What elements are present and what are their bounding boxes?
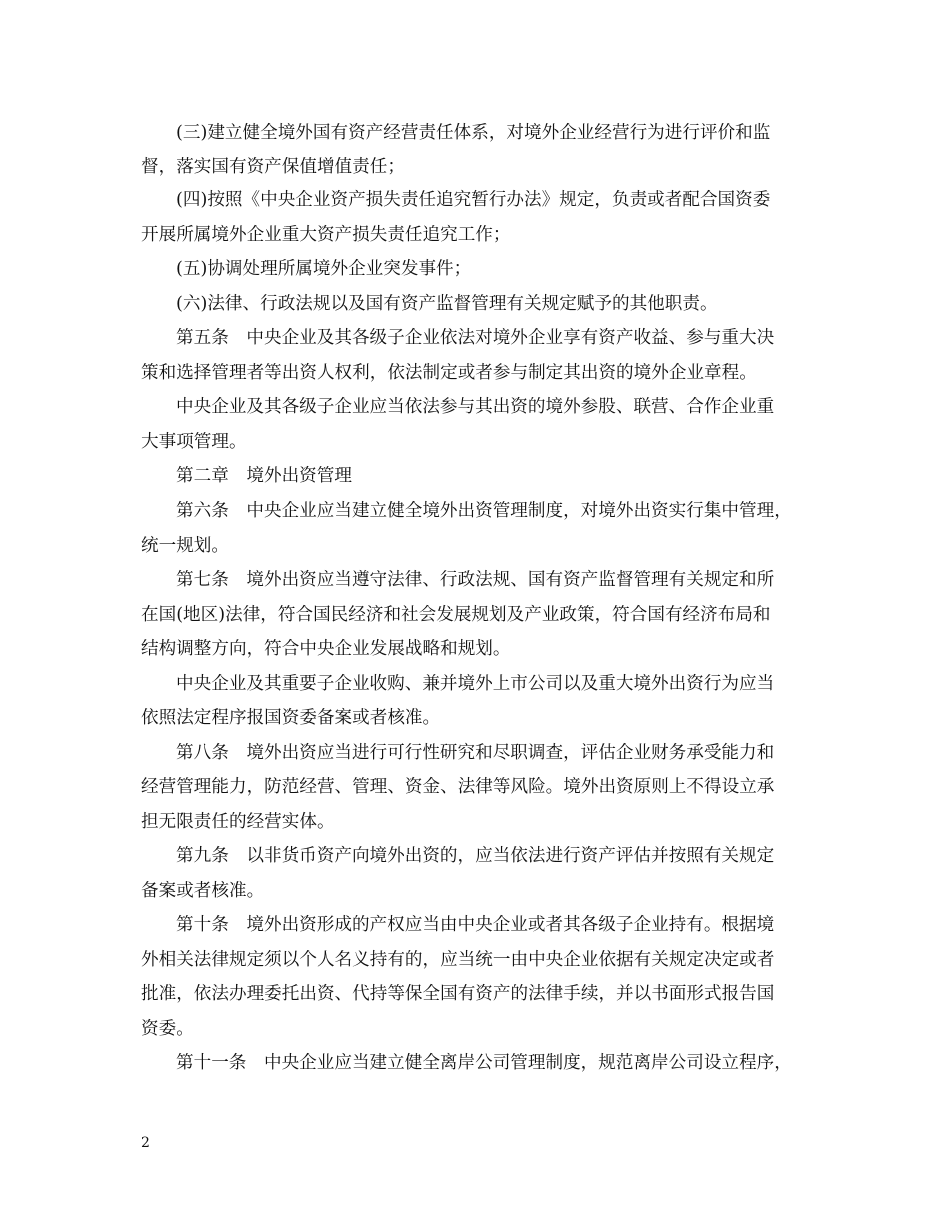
text-line: 开展所属境外企业重大资产损失责任追究工作；	[141, 225, 511, 245]
page-number: 2	[141, 1135, 150, 1151]
text-line: 第五条 中央企业及其各级子企业依法对境外企业享有资产收益、参与重大决	[176, 328, 775, 348]
text-line: 第六条 中央企业应当建立健全境外出资管理制度，对境外出资实行集中管理，	[176, 501, 792, 521]
text-line: 中央企业及其重要子企业收购、兼并境外上市公司以及重大境外出资行为应当	[176, 674, 775, 694]
text-line: 大事项管理。	[141, 432, 247, 452]
text-line: 批准，依法办理委托出资、代持等保全国有资产的法律手续，并以书面形式报告国	[141, 984, 775, 1004]
text-line: (五)协调处理所属境外企业突发事件；	[176, 259, 472, 279]
text-line: 资委。	[141, 1019, 194, 1039]
text-line: 外相关法律规定须以个人名义持有的，应当统一由中央企业依据有关规定决定或者	[141, 950, 775, 970]
text-line: 中央企业及其各级子企业应当依法参与其出资的境外参股、联营、合作企业重	[176, 397, 775, 417]
text-line: 依照法定程序报国资委备案或者核准。	[141, 708, 441, 728]
text-line: 经营管理能力，防范经营、管理、资金、法律等风险。境外出资原则上不得设立承	[141, 777, 775, 797]
text-line: 策和选择管理者等出资人权利，依法制定或者参与制定其出资的境外企业章程。	[141, 363, 757, 383]
text-line: 担无限责任的经营实体。	[141, 812, 335, 832]
text-line: 督，落实国有资产保值增值责任；	[141, 157, 405, 177]
text-line: 结构调整方向，符合中央企业发展战略和规划。	[141, 639, 511, 659]
text-line: 在国(地区)法律，符合国民经济和社会发展规划及产业政策，符合国有经济布局和	[141, 605, 771, 625]
text-line: 第七条 境外出资应当遵守法律、行政法规、国有资产监督管理有关规定和所	[176, 570, 775, 590]
text-line: 统一规划。	[141, 536, 229, 556]
text-line: 第十一条 中央企业应当建立健全离岸公司管理制度，规范离岸公司设立程序，	[176, 1053, 792, 1073]
chapter-heading: 第二章 境外出资管理	[176, 466, 352, 486]
text-line: 第八条 境外出资应当进行可行性研究和尽职调查，评估企业财务承受能力和	[176, 743, 775, 763]
text-line: (三)建立健全境外国有资产经营责任体系，对境外企业经营行为进行评价和监	[176, 123, 771, 143]
text-line: (六)法律、行政法规以及国有资产监督管理有关规定赋予的其他职责。	[176, 294, 718, 314]
text-line: 备案或者核准。	[141, 881, 265, 901]
text-line: (四)按照《中央企业资产损失责任追究暂行办法》规定，负责或者配合国资委	[176, 190, 771, 210]
text-line: 第九条 以非货币资产向境外出资的，应当依法进行资产评估并按照有关规定	[176, 846, 775, 866]
text-line: 第十条 境外出资形成的产权应当由中央企业或者其各级子企业持有。根据境	[176, 915, 775, 935]
